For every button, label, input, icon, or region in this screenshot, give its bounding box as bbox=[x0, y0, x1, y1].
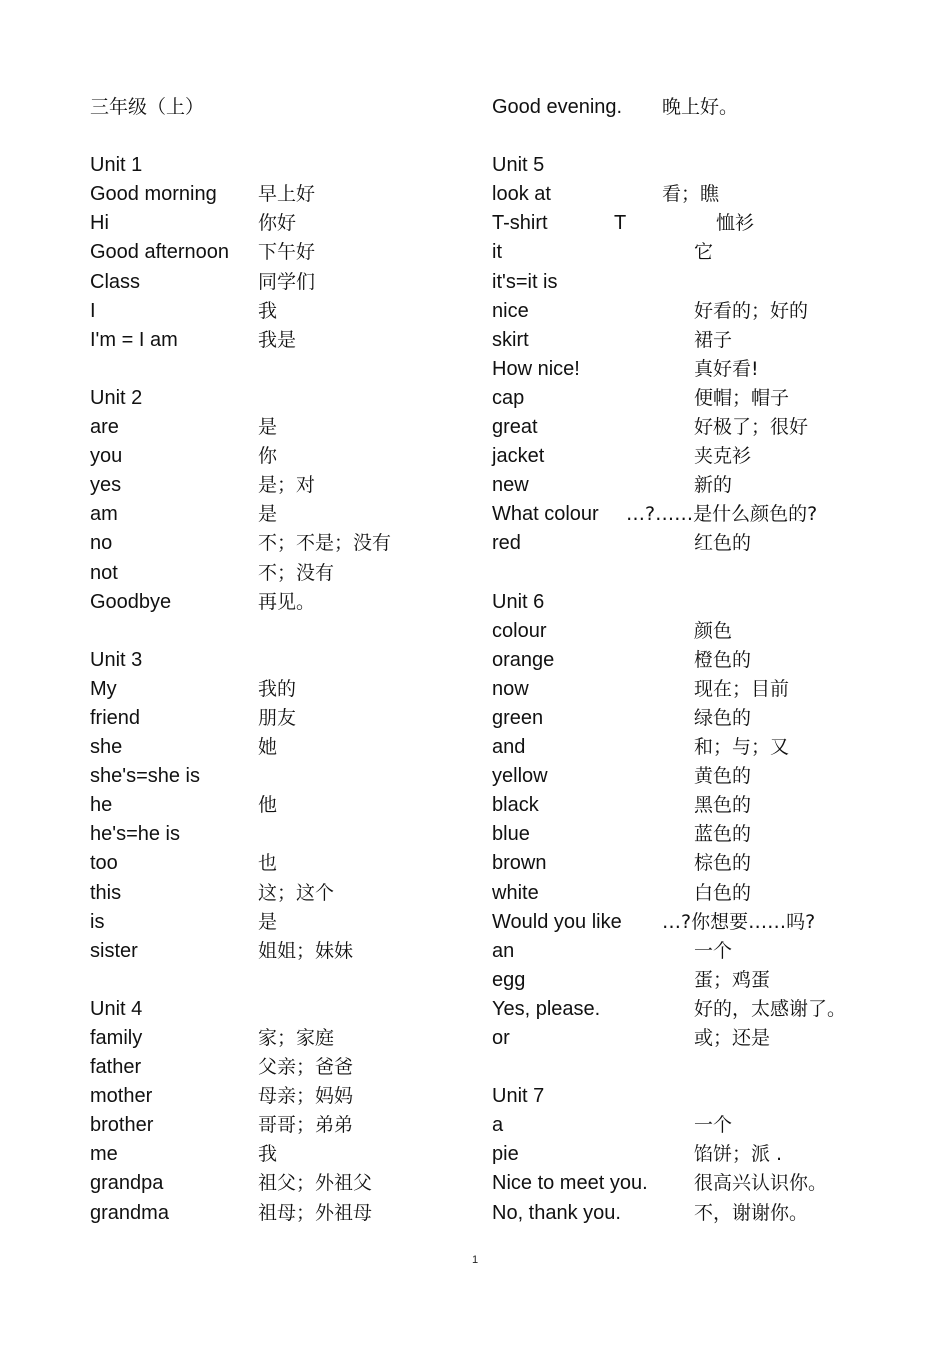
vocab-english: are bbox=[90, 416, 119, 439]
vocab-chinese: 裙子 bbox=[694, 328, 733, 351]
vocab-row bbox=[492, 733, 932, 762]
vocab-row bbox=[492, 762, 932, 791]
vocab-row bbox=[492, 413, 932, 442]
vocab-row bbox=[90, 1024, 470, 1053]
vocab-chinese: 恤衫 bbox=[716, 212, 755, 235]
page-title: 三年级（上） bbox=[90, 96, 205, 118]
vocab-english: sister bbox=[90, 939, 138, 962]
vocab-row bbox=[90, 820, 470, 849]
vocab-chinese: 是；对 bbox=[258, 474, 316, 497]
vocab-english: Nice to meet you. bbox=[492, 1172, 648, 1195]
spacer bbox=[90, 966, 470, 995]
page-number: 1 bbox=[471, 1254, 479, 1266]
spacer bbox=[492, 559, 932, 588]
vocab-row bbox=[492, 238, 932, 267]
vocab-chinese: 早上好 bbox=[258, 183, 316, 206]
vocab-english: not bbox=[90, 561, 118, 584]
vocab-chinese: 姐姐；妹妹 bbox=[258, 939, 354, 962]
right-column bbox=[492, 93, 932, 1228]
vocab-chinese: 夹克衫 bbox=[694, 445, 752, 468]
vocab-english: now bbox=[492, 677, 529, 700]
vocab-row bbox=[90, 1140, 470, 1169]
vocab-chinese: 或；还是 bbox=[694, 1027, 771, 1049]
vocab-chinese: 是 bbox=[258, 416, 278, 439]
vocab-chinese: 同学们 bbox=[258, 270, 316, 293]
vocab-chinese: 母亲；妈妈 bbox=[258, 1085, 354, 1108]
vocab-chinese: 不，谢谢你。 bbox=[694, 1201, 809, 1224]
vocab-chinese: 是 bbox=[258, 910, 278, 933]
vocab-english: Good afternoon bbox=[90, 241, 229, 264]
vocab-english: look at bbox=[492, 183, 551, 206]
vocab-english: orange bbox=[492, 648, 555, 671]
vocab-english: she's=she is bbox=[90, 765, 200, 788]
vocab-english: skirt bbox=[492, 328, 529, 351]
vocab-row bbox=[90, 588, 470, 617]
vocab-chinese: 真好看! bbox=[694, 357, 759, 380]
vocab-row bbox=[90, 849, 470, 878]
vocab-english: pie bbox=[492, 1143, 519, 1166]
vocab-row bbox=[90, 529, 470, 558]
vocab-chinese: 一个 bbox=[694, 939, 733, 962]
vocab-english: T-shirt bbox=[492, 212, 548, 235]
vocab-row bbox=[492, 1169, 932, 1198]
vocab-chinese: 祖父；外祖父 bbox=[258, 1172, 373, 1195]
vocab-english: friend bbox=[90, 706, 141, 729]
vocab-row bbox=[492, 1140, 932, 1169]
vocab-chinese: 这；这个 bbox=[258, 881, 335, 904]
vocab-row bbox=[90, 937, 470, 966]
vocab-row bbox=[492, 93, 932, 122]
vocab-english: or bbox=[492, 1027, 510, 1049]
unit-2-heading: Unit 2 bbox=[90, 386, 143, 409]
vocab-english: Hi bbox=[90, 212, 109, 235]
vocab-row bbox=[90, 762, 470, 791]
vocab-row bbox=[90, 559, 470, 588]
vocab-row bbox=[90, 1082, 470, 1111]
vocab-english: jacket bbox=[492, 445, 545, 468]
vocab-row bbox=[492, 791, 932, 820]
vocab-english: Class bbox=[90, 270, 141, 293]
vocab-chinese: 好看的；好的 bbox=[694, 299, 809, 322]
vocab-english: Yes, please. bbox=[492, 997, 601, 1020]
vocab-chinese: 便帽；帽子 bbox=[694, 386, 790, 409]
vocab-chinese: 蛋；鸡蛋 bbox=[694, 968, 771, 991]
vocab-row bbox=[492, 268, 932, 297]
vocab-chinese: 祖母；外祖母 bbox=[258, 1201, 373, 1224]
spacer bbox=[90, 355, 470, 384]
vocab-english: no bbox=[90, 532, 113, 555]
vocab-english: grandma bbox=[90, 1201, 169, 1224]
vocab-row bbox=[90, 268, 470, 297]
vocab-english: Goodbye bbox=[90, 590, 172, 613]
vocab-chinese: …?你想要……吗? bbox=[662, 910, 816, 933]
vocab-chinese: 哥哥；弟弟 bbox=[258, 1114, 354, 1137]
vocab-row bbox=[492, 995, 932, 1024]
vocab-row bbox=[492, 908, 932, 937]
vocab-row bbox=[492, 1199, 932, 1228]
vocab-chinese: 一个 bbox=[694, 1114, 733, 1137]
vocab-chinese: 不；不是；没有 bbox=[258, 532, 392, 555]
vocab-row bbox=[492, 442, 932, 471]
unit-4-heading: Unit 4 bbox=[90, 997, 143, 1020]
vocab-english: brother bbox=[90, 1114, 154, 1137]
vocab-chinese: 馅饼；派 . bbox=[694, 1143, 783, 1166]
unit-4-list bbox=[90, 1024, 470, 1228]
vocab-chinese: 好的，太感谢了。 bbox=[694, 997, 847, 1020]
vocab-row bbox=[492, 500, 932, 529]
vocab-english: No, thank you. bbox=[492, 1201, 621, 1224]
vocab-chinese: …?……是什么颜色的? bbox=[626, 503, 818, 526]
vocab-english: he bbox=[90, 794, 113, 817]
vocab-row bbox=[90, 1169, 470, 1198]
vocab-english: brown bbox=[492, 852, 547, 875]
vocab-chinese: 颜色 bbox=[694, 619, 733, 642]
vocab-row bbox=[90, 500, 470, 529]
vocab-english: Good evening. bbox=[492, 96, 623, 118]
vocab-row bbox=[492, 1111, 932, 1140]
vocab-row bbox=[492, 966, 932, 995]
vocab-english: family bbox=[90, 1027, 143, 1049]
vocab-row bbox=[90, 704, 470, 733]
vocab-english: new bbox=[492, 474, 529, 497]
vocab-english: black bbox=[492, 794, 539, 817]
vocab-english: it's=it is bbox=[492, 270, 558, 293]
vocab-row bbox=[492, 209, 932, 238]
vocab-row bbox=[492, 1024, 932, 1053]
vocab-row bbox=[90, 879, 470, 908]
unit-1-heading: Unit 1 bbox=[90, 154, 143, 177]
vocab-row bbox=[492, 849, 932, 878]
unit-5-list bbox=[492, 180, 932, 558]
vocab-row bbox=[90, 180, 470, 209]
vocab-english: this bbox=[90, 881, 122, 904]
vocab-english: egg bbox=[492, 968, 526, 991]
spacer bbox=[492, 122, 932, 151]
vocab-english: you bbox=[90, 445, 123, 468]
vocab-chinese: 下午好 bbox=[258, 241, 316, 264]
vocab-row bbox=[492, 646, 932, 675]
vocab-row bbox=[90, 1111, 470, 1140]
vocab-english: grandpa bbox=[90, 1172, 164, 1195]
vocab-chinese: 也 bbox=[258, 852, 278, 875]
vocab-chinese: 新的 bbox=[694, 474, 733, 497]
vocab-chinese: 黄色的 bbox=[694, 765, 752, 788]
vocab-chinese: 好极了；很好 bbox=[694, 416, 809, 439]
vocab-chinese: 不；没有 bbox=[258, 561, 335, 584]
vocab-chinese: 你好 bbox=[258, 212, 297, 235]
vocab-chinese: 我 bbox=[258, 1143, 278, 1166]
vocab-row bbox=[90, 297, 470, 326]
vocab-row bbox=[492, 617, 932, 646]
vocab-english: she bbox=[90, 736, 123, 759]
unit-6-list bbox=[492, 617, 932, 1053]
vocab-chinese: 蓝色的 bbox=[694, 823, 752, 846]
vocab-english: green bbox=[492, 706, 544, 729]
vocab-english: red bbox=[492, 532, 521, 555]
vocab-english: white bbox=[492, 881, 539, 904]
vocab-row bbox=[90, 326, 470, 355]
vocab-chinese: 父亲；爸爸 bbox=[258, 1056, 354, 1079]
vocab-english: colour bbox=[492, 619, 547, 642]
vocab-middle-letter: T bbox=[614, 212, 627, 235]
vocab-chinese: 她 bbox=[258, 736, 278, 759]
vocab-chinese: 很高兴认识你。 bbox=[694, 1172, 828, 1195]
vocab-english: My bbox=[90, 677, 117, 700]
vocab-chinese: 和；与；又 bbox=[694, 736, 790, 759]
vocab-chinese: 家；家庭 bbox=[258, 1027, 335, 1049]
vocab-chinese: 橙色的 bbox=[694, 648, 752, 671]
vocab-row bbox=[492, 471, 932, 500]
vocab-chinese: 绿色的 bbox=[694, 706, 752, 729]
vocab-row bbox=[90, 1053, 470, 1082]
vocab-chinese: 看；瞧 bbox=[662, 183, 720, 206]
vocab-row bbox=[492, 937, 932, 966]
spacer bbox=[90, 122, 470, 151]
vocab-english: I'm = I am bbox=[90, 328, 178, 351]
vocab-chinese: 你 bbox=[258, 445, 278, 468]
vocab-row bbox=[90, 471, 470, 500]
vocab-english: and bbox=[492, 736, 526, 759]
unit-6-heading: Unit 6 bbox=[492, 590, 545, 613]
vocab-row bbox=[492, 879, 932, 908]
vocab-english: mother bbox=[90, 1085, 153, 1108]
vocab-row bbox=[90, 675, 470, 704]
unit-7-heading: Unit 7 bbox=[492, 1085, 545, 1108]
vocab-row bbox=[90, 791, 470, 820]
vocab-chinese: 现在；目前 bbox=[694, 677, 790, 700]
vocab-english: nice bbox=[492, 299, 529, 322]
unit-1-list bbox=[90, 180, 470, 355]
vocab-row bbox=[492, 384, 932, 413]
vocab-english: am bbox=[90, 503, 118, 526]
vocab-row bbox=[90, 733, 470, 762]
unit-5-heading: Unit 5 bbox=[492, 154, 545, 177]
vocab-english: great bbox=[492, 416, 538, 439]
vocab-english: Good morning bbox=[90, 183, 217, 206]
vocab-english: is bbox=[90, 910, 105, 933]
spacer bbox=[90, 617, 470, 646]
unit-3-heading: Unit 3 bbox=[90, 648, 143, 671]
vocab-row bbox=[492, 820, 932, 849]
left-column bbox=[90, 93, 470, 1228]
vocab-english: Would you like bbox=[492, 910, 622, 933]
vocab-english: an bbox=[492, 939, 515, 962]
vocab-english: yes bbox=[90, 474, 122, 497]
vocab-chinese: 我是 bbox=[258, 328, 297, 351]
vocab-row bbox=[492, 326, 932, 355]
vocab-chinese: 他 bbox=[258, 794, 278, 817]
vocab-chinese: 是 bbox=[258, 503, 278, 526]
vocab-row bbox=[492, 355, 932, 384]
spacer bbox=[492, 1053, 932, 1082]
vocab-chinese: 白色的 bbox=[694, 881, 752, 904]
vocab-english: me bbox=[90, 1143, 118, 1166]
vocab-row bbox=[90, 413, 470, 442]
vocab-english: blue bbox=[492, 823, 530, 846]
vocab-chinese: 晚上好。 bbox=[662, 96, 739, 118]
vocab-row bbox=[492, 675, 932, 704]
vocab-english: too bbox=[90, 852, 118, 875]
vocab-english: How nice! bbox=[492, 357, 580, 380]
vocab-row bbox=[492, 704, 932, 733]
vocab-row bbox=[90, 1199, 470, 1228]
unit-3-list bbox=[90, 675, 470, 966]
vocab-chinese: 它 bbox=[694, 241, 714, 264]
vocab-row bbox=[90, 238, 470, 267]
vocab-chinese: 红色的 bbox=[694, 532, 752, 555]
vocab-chinese: 黑色的 bbox=[694, 794, 752, 817]
vocab-english: father bbox=[90, 1056, 142, 1079]
vocab-row bbox=[492, 180, 932, 209]
vocab-row bbox=[90, 209, 470, 238]
vocab-english: yellow bbox=[492, 765, 548, 788]
vocab-chinese: 我的 bbox=[258, 677, 297, 700]
vocab-row bbox=[492, 297, 932, 326]
vocab-english: he's=he is bbox=[90, 823, 180, 846]
vocab-english: What colour bbox=[492, 503, 599, 526]
vocab-row bbox=[90, 908, 470, 937]
vocab-english: I bbox=[90, 299, 96, 322]
unit-7-list bbox=[492, 1111, 932, 1227]
vocab-row bbox=[492, 529, 932, 558]
vocab-english: cap bbox=[492, 386, 525, 409]
vocab-chinese: 再见。 bbox=[258, 590, 316, 613]
unit-2-list bbox=[90, 413, 470, 617]
vocab-row bbox=[90, 442, 470, 471]
vocab-english: it bbox=[492, 241, 502, 264]
vocab-chinese: 棕色的 bbox=[694, 852, 752, 875]
vocab-english: a bbox=[492, 1114, 504, 1137]
vocab-chinese: 朋友 bbox=[258, 706, 297, 729]
vocab-chinese: 我 bbox=[258, 299, 278, 322]
